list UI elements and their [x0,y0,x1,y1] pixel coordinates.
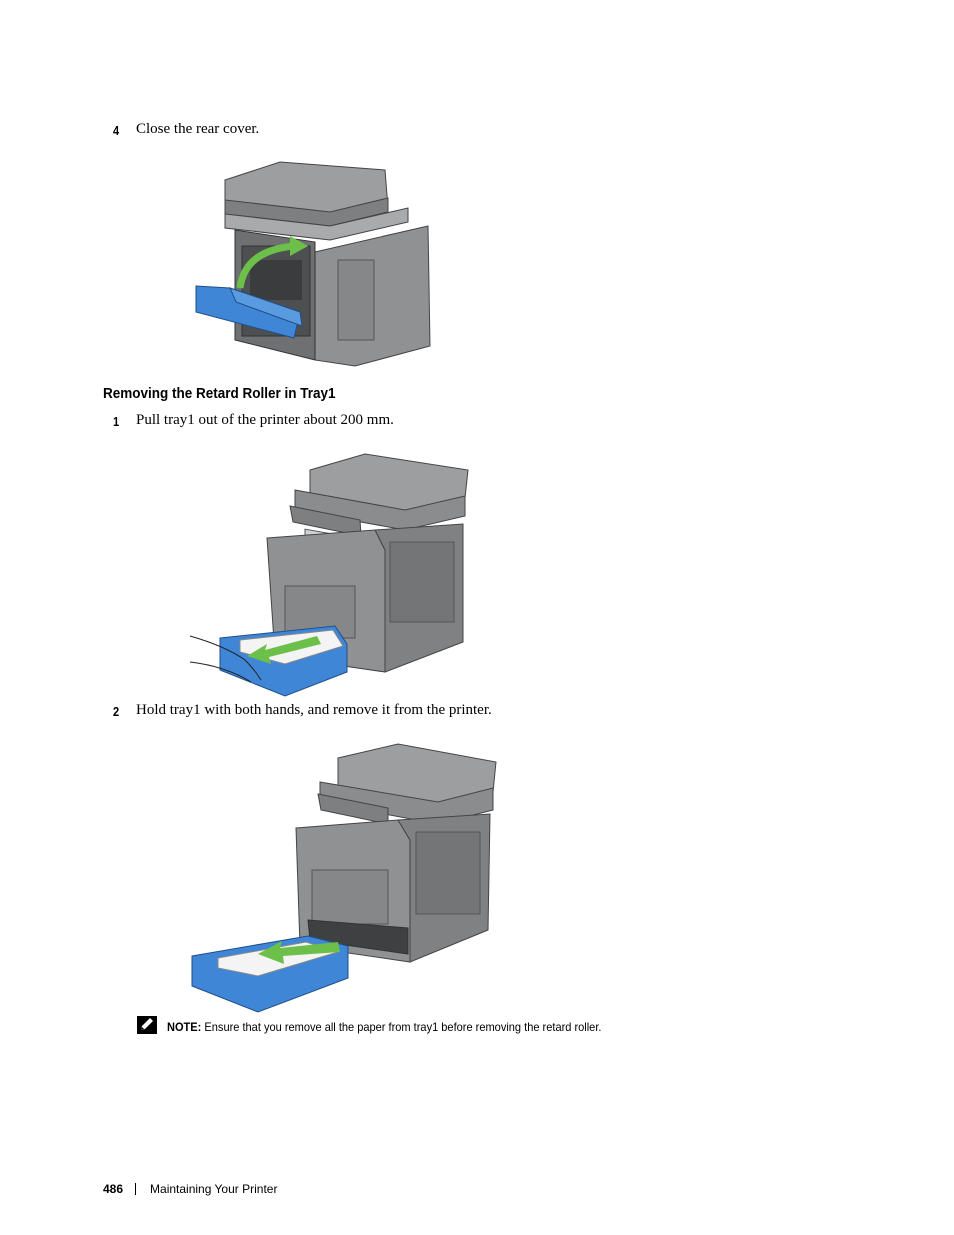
page-footer [103,1182,277,1196]
step-text: Hold tray1 with both hands, and remove it from the printer. [136,702,492,718]
page-number: 486 [103,1182,124,1196]
step-number: 2 [113,704,120,719]
pull-tray-illustration [185,450,470,700]
step-text: Close the rear cover. [136,121,260,137]
note-label: NOTE: [167,1020,202,1034]
note-text: Ensure that you remove all the paper from tray1 before removing the retard roller. [204,1020,602,1034]
remove-tray-illustration [188,740,498,1015]
note [167,1020,601,1034]
rear-cover-illustration [190,160,435,372]
step-text: Pull tray1 out of the printer about 200 mm. [136,412,394,428]
pencil-note-icon [137,1016,157,1034]
step-number: 1 [113,414,120,429]
footer-title: Maintaining Your Printer [150,1182,278,1196]
footer-divider [135,1183,136,1195]
section-heading: Removing the Retard Roller in Tray1 [103,385,336,402]
step-number: 4 [113,123,120,138]
